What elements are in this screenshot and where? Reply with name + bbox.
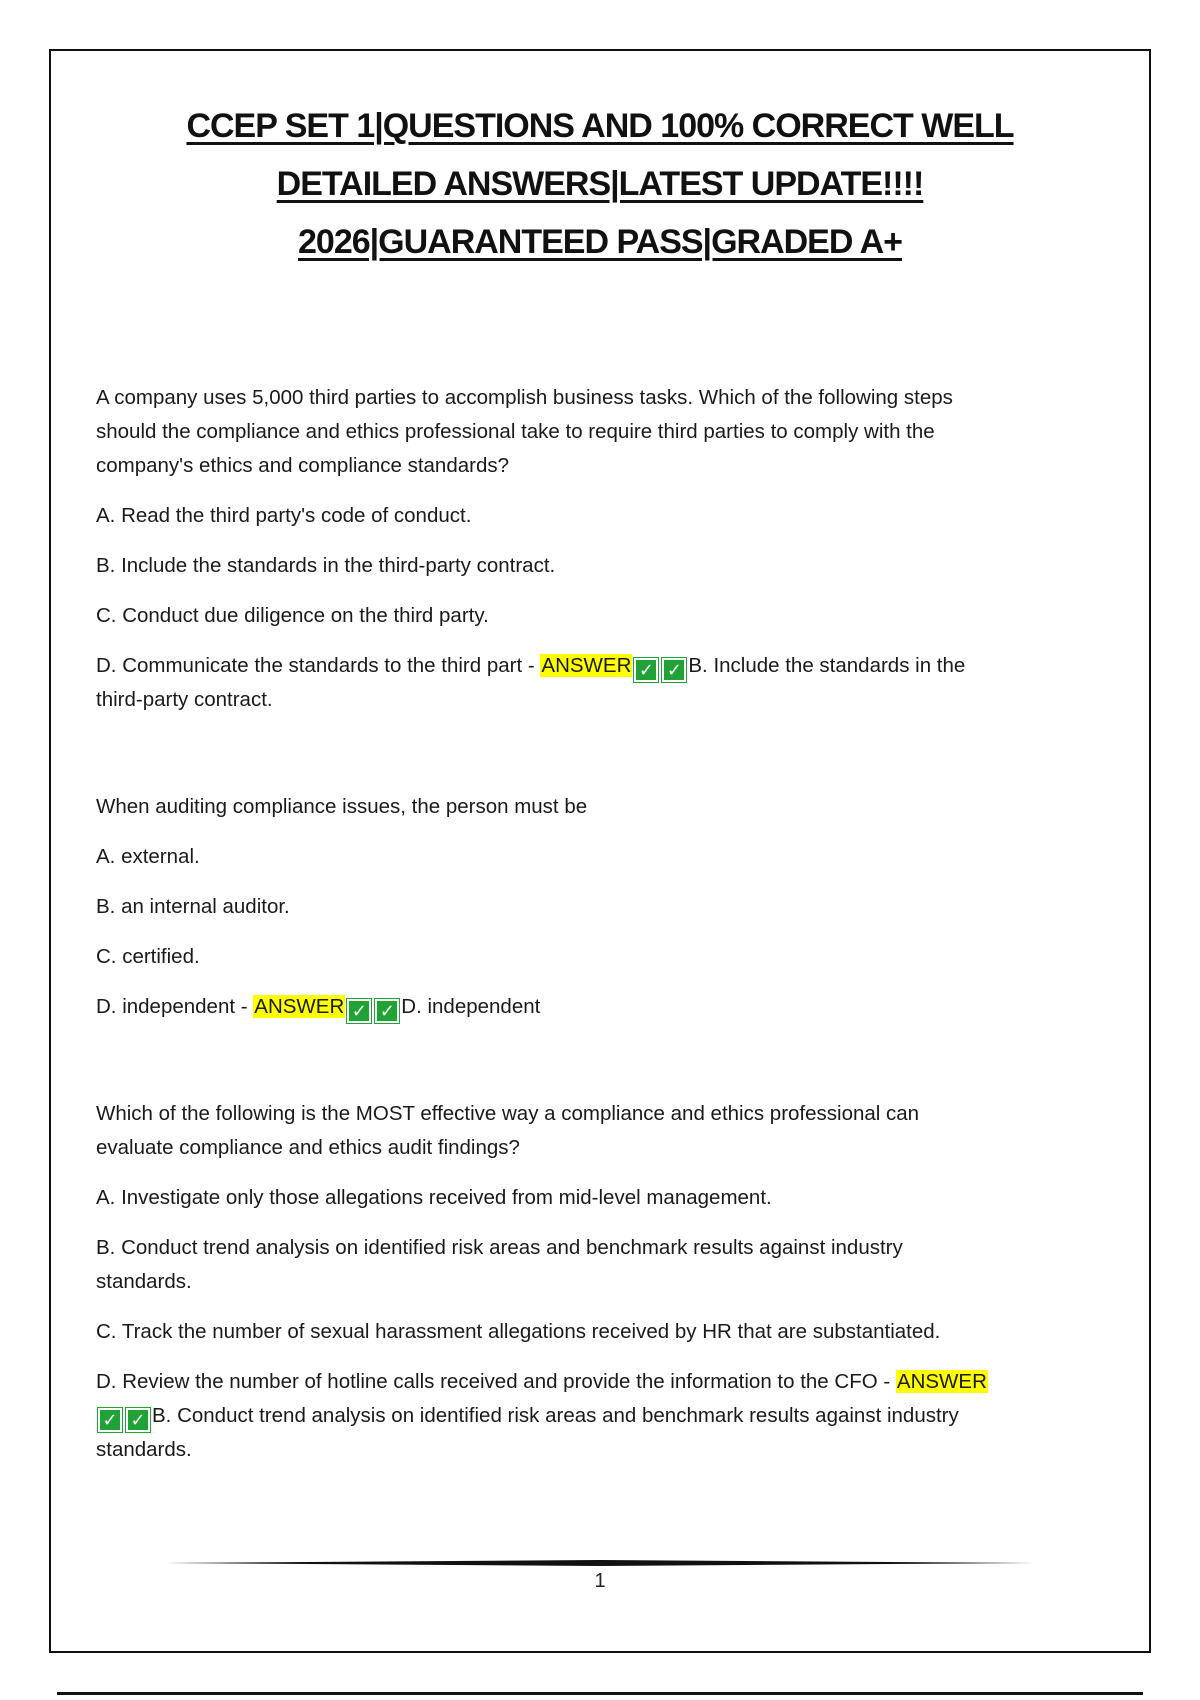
question-text: A company uses 5,000 third parties to accomplish business tasks. Which of the following steps should the compliance and ethics professional take to require third parties to comply with the company's ethics and compliance standards? (96, 386, 953, 477)
footer-divider (165, 1560, 1035, 1566)
checkmark-icon: ✓ (662, 658, 686, 682)
title-line-1: CCEP SET 1|QUESTIONS AND 100% CORRECT WELL (186, 107, 1014, 145)
option-d-with-answer (96, 990, 996, 1024)
page-number: 1 (594, 1570, 606, 1592)
answer-label: ANSWER (254, 995, 345, 1018)
option-d: D. Communicate the standards to the third part - (96, 654, 535, 677)
answer-text: B. Include the standards in the third-party contract. (96, 654, 966, 711)
checkmark-icon: ✓ (634, 658, 658, 682)
option-a: A. external. (96, 845, 200, 868)
title-line-3: 2026|GUARANTEED PASS|GRADED A+ (298, 223, 902, 261)
option-b: B. an internal auditor. (96, 895, 290, 918)
checkmark-icon: ✓ (347, 999, 371, 1023)
option-a: A. Read the third party's code of conduct. (96, 504, 472, 527)
title-line-2: DETAILED ANSWERS|LATEST UPDATE!!!! (276, 165, 924, 203)
answer-label: ANSWER (896, 1370, 987, 1393)
checkmark-icon: ✓ (126, 1408, 150, 1432)
question-block-1 (96, 381, 996, 717)
question-block-3 (96, 1097, 996, 1467)
option-b: B. Include the standards in the third-party contract. (96, 554, 556, 577)
option-d: D. Review the number of hotline calls received and provide the information to the CFO - (96, 1370, 891, 1393)
next-page-edge (57, 1692, 1143, 1695)
option-c: C. certified. (96, 945, 200, 968)
option-b: B. Conduct trend analysis on identified risk areas and benchmark results against industry standards. (96, 1236, 903, 1293)
answer-text: B. Conduct trend analysis on identified risk areas and benchmark results against industry standards. (96, 1404, 959, 1461)
question-text: When auditing compliance issues, the person must be (96, 795, 588, 818)
option-a: A. Investigate only those allegations received from mid-level management. (96, 1186, 772, 1209)
option-d: D. independent - (96, 995, 248, 1018)
checkmark-icon: ✓ (98, 1408, 122, 1432)
option-d-with-answer (96, 1365, 996, 1467)
answer-text: D. independent (401, 995, 541, 1018)
answer-label: ANSWER (541, 654, 632, 677)
question-block-2 (96, 790, 996, 1024)
question-text: Which of the following is the MOST effective way a compliance and ethics professional can evaluate compliance and ethics audit findings? (96, 1102, 920, 1159)
option-c: C. Conduct due diligence on the third party. (96, 604, 489, 627)
option-c: C. Track the number of sexual harassment allegations received by HR that are substantiated. (96, 1320, 941, 1343)
document-title (0, 97, 1200, 271)
checkmark-icon: ✓ (375, 999, 399, 1023)
option-d-with-answer (96, 649, 996, 717)
